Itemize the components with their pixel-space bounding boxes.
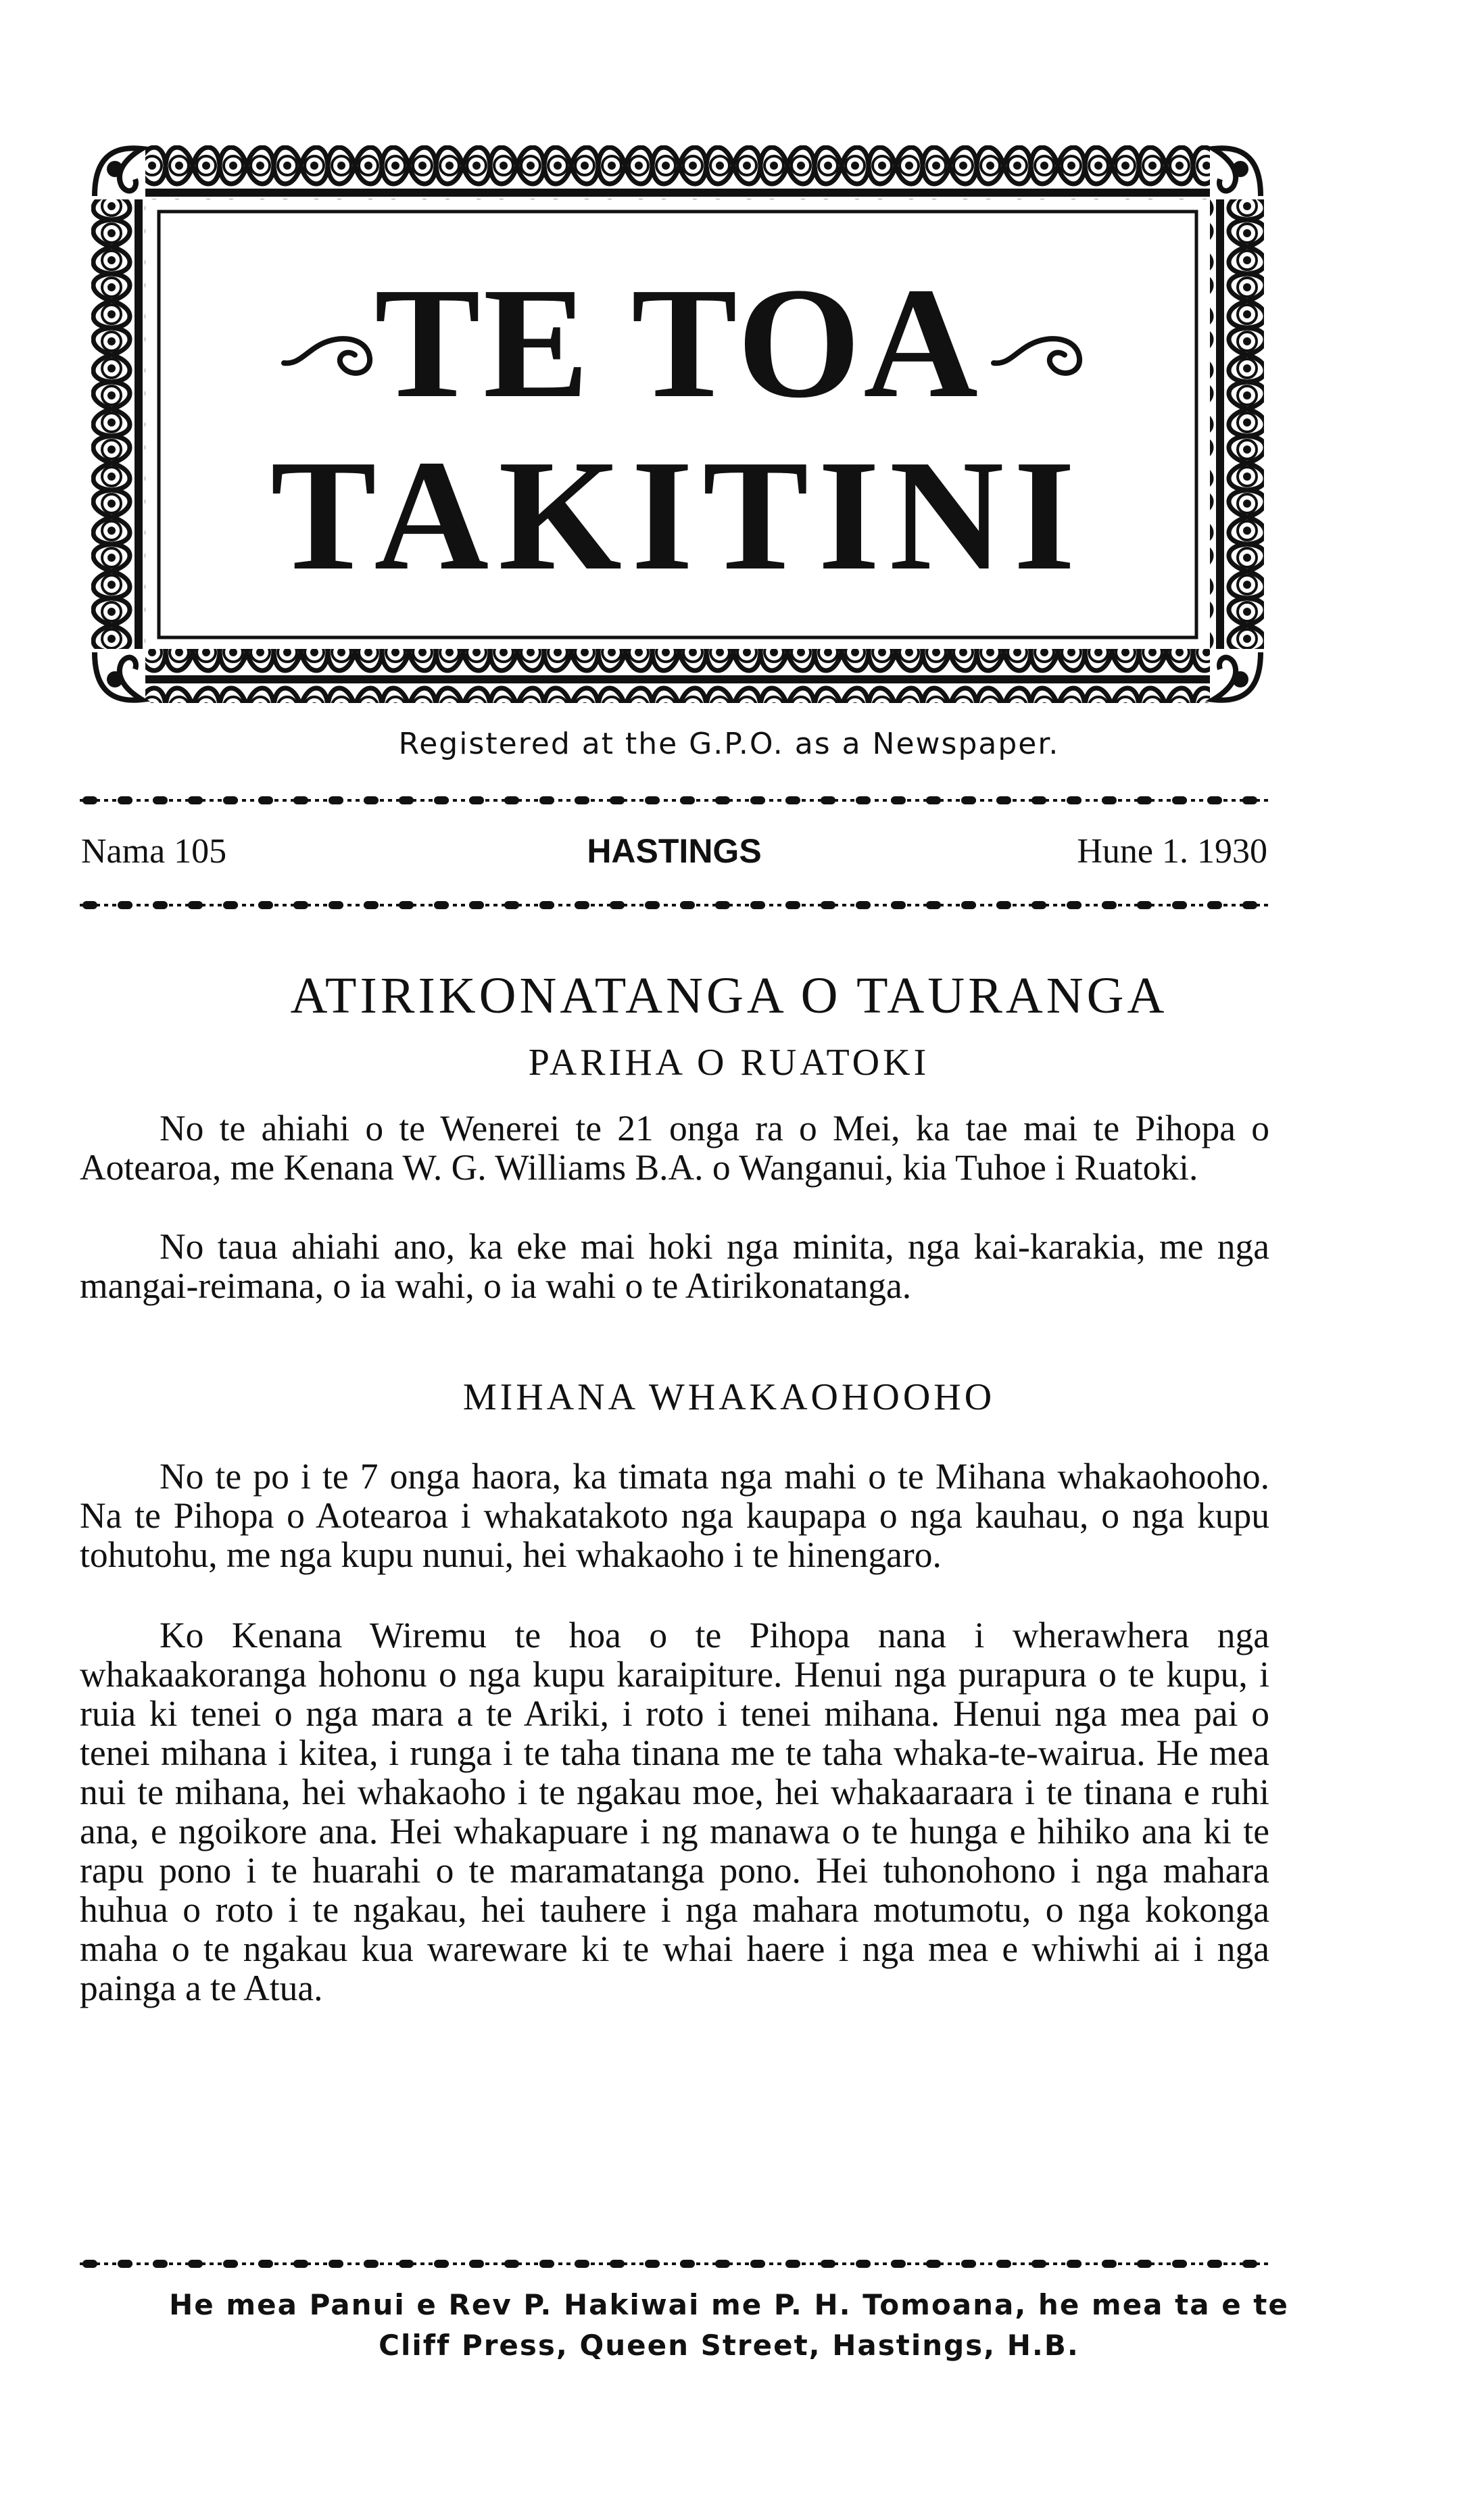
publisher-line-2: Cliff Press, Queen Street, Hastings, H.B. xyxy=(379,2329,1079,2362)
paragraph-2-text: No taua ahiahi ano, ka eke mai hoki nga minita, nga kai-karakia, me nga mangai-reimana, o ia wahi, o ia wahi o te Atirikonatanga. xyxy=(80,1226,1269,1306)
issue-place: HASTINGS xyxy=(587,832,762,870)
paragraph-3 xyxy=(80,1457,1269,1574)
article-subtitle: PARIHA O RUATOKI xyxy=(528,1042,930,1084)
masthead-title-line-2: TAKITINI xyxy=(270,427,1085,603)
masthead-title-line-1: TE TOA xyxy=(374,255,981,431)
publisher-line-1: He mea Panui e Rev P. Hakiwai me P. H. Tomoana, he mea ta e te xyxy=(169,2288,1289,2321)
swirl-ornament-right xyxy=(990,321,1092,382)
registration-notice: Registered at the G.P.O. as a Newspaper. xyxy=(398,727,1060,761)
dotted-rule-middle xyxy=(80,899,1269,911)
paragraph-1-text: No te ahiahi o te Wenerei te 21 onga ra o Mei, ka tae mai te Pihopa o Aotearoa, me Kenana W. G. Williams B.A. o Wanganui, kia Tuhoe i Ruatoki. xyxy=(80,1108,1269,1188)
dotted-rule-top xyxy=(80,794,1269,806)
dotted-rule-bottom xyxy=(80,2258,1269,2270)
paragraph-4-text: Ko Kenana Wiremu te hoa o te Pihopa nana i wherawhera nga whakaakoranga hohonu o nga kupu karaipiture. Henui nga purapura o te kupu, i ruia ki tenei o nga mara a te Ariki, i roto i tenei mihana. Henui nga mea pai o tenei mihana i kitea, i runga i te taha tinana me te taha whaka-te-wairua. He mea nui te mihana, hei whakaoho i te ngakau moe, hei whakaaraara i te tinana e ruhi ana, e ngoikore ana. Hei whakapuare i ng manawa o te hunga e hihiko ana ki te rapu pono i te huarahi o te maramatanga pono. Hei tuhonohono i nga mahara huhua o roto i te ngakau, hei tauhere i nga mahara motumotu, o nga kokonga maha o te ngakau kua wareware ki te whai haere i nga mea e whiwhi ai i nga painga a te Atua. xyxy=(80,1615,1269,2008)
paragraph-2 xyxy=(80,1227,1269,1305)
paragraph-1 xyxy=(80,1109,1269,1187)
issue-line xyxy=(81,831,1267,879)
issue-date: Hune 1. 1930 xyxy=(1077,832,1267,871)
article-title: ATIRIKONATANGA O TAURANGA xyxy=(290,967,1168,1024)
section-heading: MIHANA WHAKAOHOOHO xyxy=(462,1376,996,1418)
paragraph-4 xyxy=(80,1616,1269,2008)
paragraph-3-text: No te po i te 7 onga haora, ka timata nga mahi o te Mihana whakaohooho. Na te Pihopa o Aotearoa i whakatakoto nga kaupapa o nga kauhau, o nga kupu tohutohu, me nga kupu nunui, hei whakaoho i te hinengaro. xyxy=(80,1456,1269,1575)
masthead xyxy=(84,139,1271,710)
issue-number: Nama 105 xyxy=(81,832,227,871)
